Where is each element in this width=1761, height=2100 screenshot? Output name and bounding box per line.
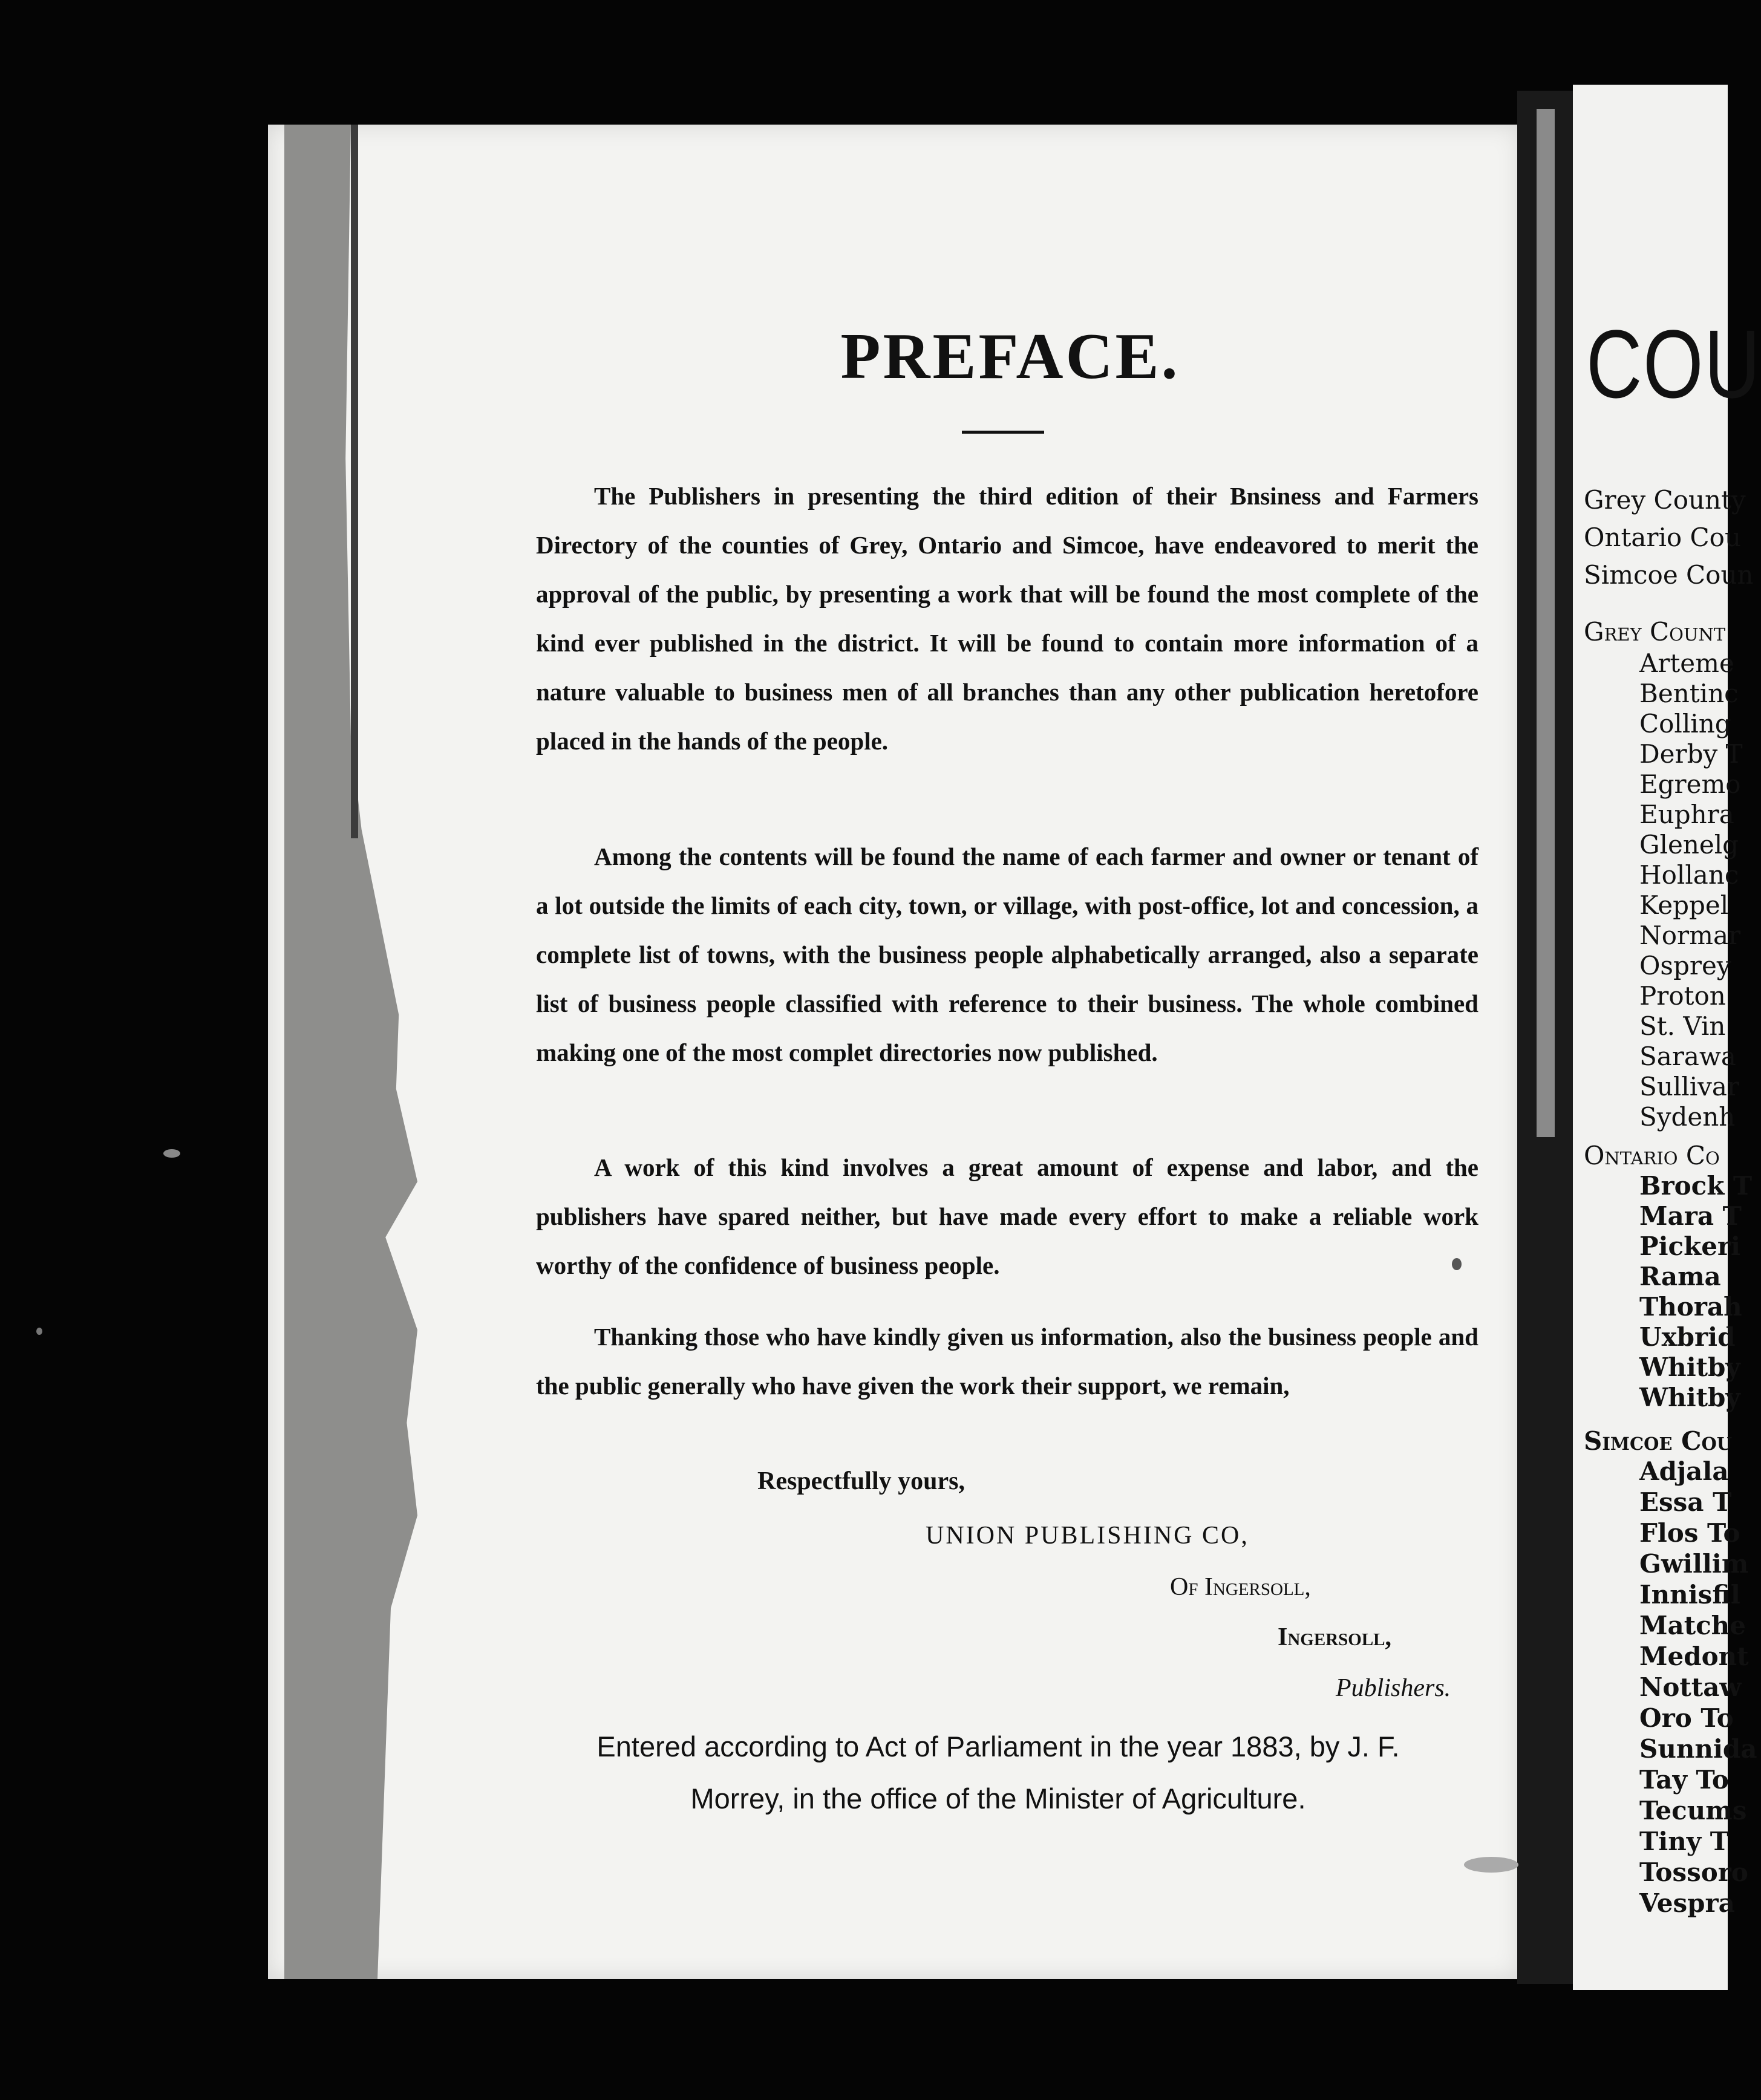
paragraph-1-text: The Publishers in presenting the third edition of their Bnsiness and Farmers Directory of the counties of Grey, Ontario and Simcoe, have endeavored to merit the approval of the public, by presenting a work that will be found the most complete of the kind ever published in the district. It will be found to contain more information of a nature valuable to business men of all branches than any other publication heretofore placed in the hands of the people. (536, 482, 1478, 755)
simcoe-county-heading: Simcoe Cou (1584, 1426, 1733, 1456)
township-item: Vespra (1639, 1888, 1735, 1918)
township-item: Whitby (1639, 1352, 1740, 1382)
paragraph-3 (536, 1143, 1478, 1290)
township-item: Normar (1639, 921, 1741, 950)
township-item: Proton (1639, 981, 1726, 1011)
closing-line: Respectfully yours, (757, 1467, 965, 1495)
paragraph-2-text: Among the contents will be found the name of each farmer and owner or tenant of a lot outside the limits of each city, town, or village, with post-office, lot and concession, a complete list of towns, with the business people alphabetically arranged, also a separate list of business people classified with reference to their business. The whole combined making one of the most complet directories now published. (536, 843, 1478, 1066)
township-item: Gwillim (1639, 1549, 1749, 1579)
page-edge-shadow (351, 125, 358, 838)
township-item: Rama (1639, 1262, 1721, 1291)
township-item: Bentinc (1639, 679, 1739, 708)
township-item: Adjala (1639, 1456, 1729, 1486)
township-item: Glenelg (1639, 830, 1739, 859)
township-item: Osprey (1639, 951, 1731, 980)
contents-title: COU (1586, 310, 1761, 418)
copyright-line-1: Entered according to Act of Parliament in the year 1883, by J. F. (596, 1730, 1400, 1762)
publisher-city: Ingersoll, (1278, 1623, 1392, 1651)
township-item: Matche (1639, 1611, 1746, 1640)
township-item: Tossoro (1639, 1857, 1748, 1887)
publisher-role: Publishers. (1336, 1674, 1451, 1702)
ink-speck (1464, 1857, 1518, 1873)
township-item: Tecums (1639, 1796, 1747, 1825)
summary-simcoe: Simcoe Coun (1584, 560, 1754, 590)
township-item: Brock T (1639, 1171, 1753, 1201)
township-item: Tiny T (1639, 1827, 1730, 1856)
township-item: Oro To (1639, 1703, 1734, 1733)
township-item: Sunnida (1639, 1734, 1757, 1764)
township-item: Derby T (1639, 739, 1743, 769)
paragraph-4-text: Thanking those who have kindly given us information, also the business people and the public generally who have given the work their support, we remain, (536, 1323, 1478, 1400)
paragraph-3-text: A work of this kind involves a great amount of expense and labor, and the publishers have spared neither, but have made every effort to make a reliable work worthy of the confidence of business people. (536, 1153, 1478, 1279)
township-item: St. Vin (1639, 1011, 1726, 1041)
township-item: Pickeri (1639, 1231, 1741, 1261)
paragraph-4 (536, 1312, 1478, 1410)
township-item: Essa T (1639, 1487, 1732, 1517)
grey-county-heading: Grey Count (1584, 617, 1726, 647)
township-item: Euphra (1639, 800, 1734, 829)
township-item: Keppel (1639, 890, 1729, 920)
ink-speck (1452, 1258, 1462, 1270)
township-item: Colling (1639, 709, 1731, 739)
township-item: Egremo (1639, 769, 1741, 799)
page-title: PREFACE. (840, 321, 1180, 393)
ontario-county-heading: Ontario Co (1584, 1141, 1720, 1170)
township-item: Medont (1639, 1642, 1749, 1671)
summary-ontario: Ontario Cou (1584, 523, 1742, 552)
township-item: Arteme (1639, 648, 1734, 678)
township-item: Hollanc (1639, 860, 1739, 890)
township-item: Sarawa (1639, 1042, 1736, 1071)
paragraph-2 (536, 832, 1478, 1077)
copyright-line-2: Morrey, in the office of the Minister of Agriculture. (690, 1782, 1306, 1815)
township-item: Tay To (1639, 1765, 1729, 1795)
township-item: Nottaw (1639, 1672, 1742, 1702)
publisher-name: UNION PUBLISHING CO, (926, 1522, 1249, 1550)
township-item: Uxbrid (1639, 1322, 1736, 1352)
gutter-highlight (1537, 109, 1555, 1137)
township-item: Sullivar (1639, 1072, 1739, 1101)
township-item: Whitby (1639, 1383, 1740, 1412)
township-item: Thorah (1639, 1292, 1742, 1322)
township-item: Innisfil (1639, 1580, 1740, 1609)
contents-page (1573, 85, 1761, 1990)
scan-speck (36, 1328, 42, 1335)
township-item: Flos To (1639, 1518, 1740, 1548)
township-item: Sydenh (1639, 1102, 1736, 1132)
township-item: Mara T (1639, 1201, 1742, 1231)
publisher-of-line: Of Ingersoll, (1170, 1573, 1311, 1601)
summary-grey: Grey County (1584, 485, 1746, 515)
title-rule (962, 431, 1044, 434)
paragraph-1 (536, 472, 1478, 766)
scan-speck (163, 1149, 180, 1158)
